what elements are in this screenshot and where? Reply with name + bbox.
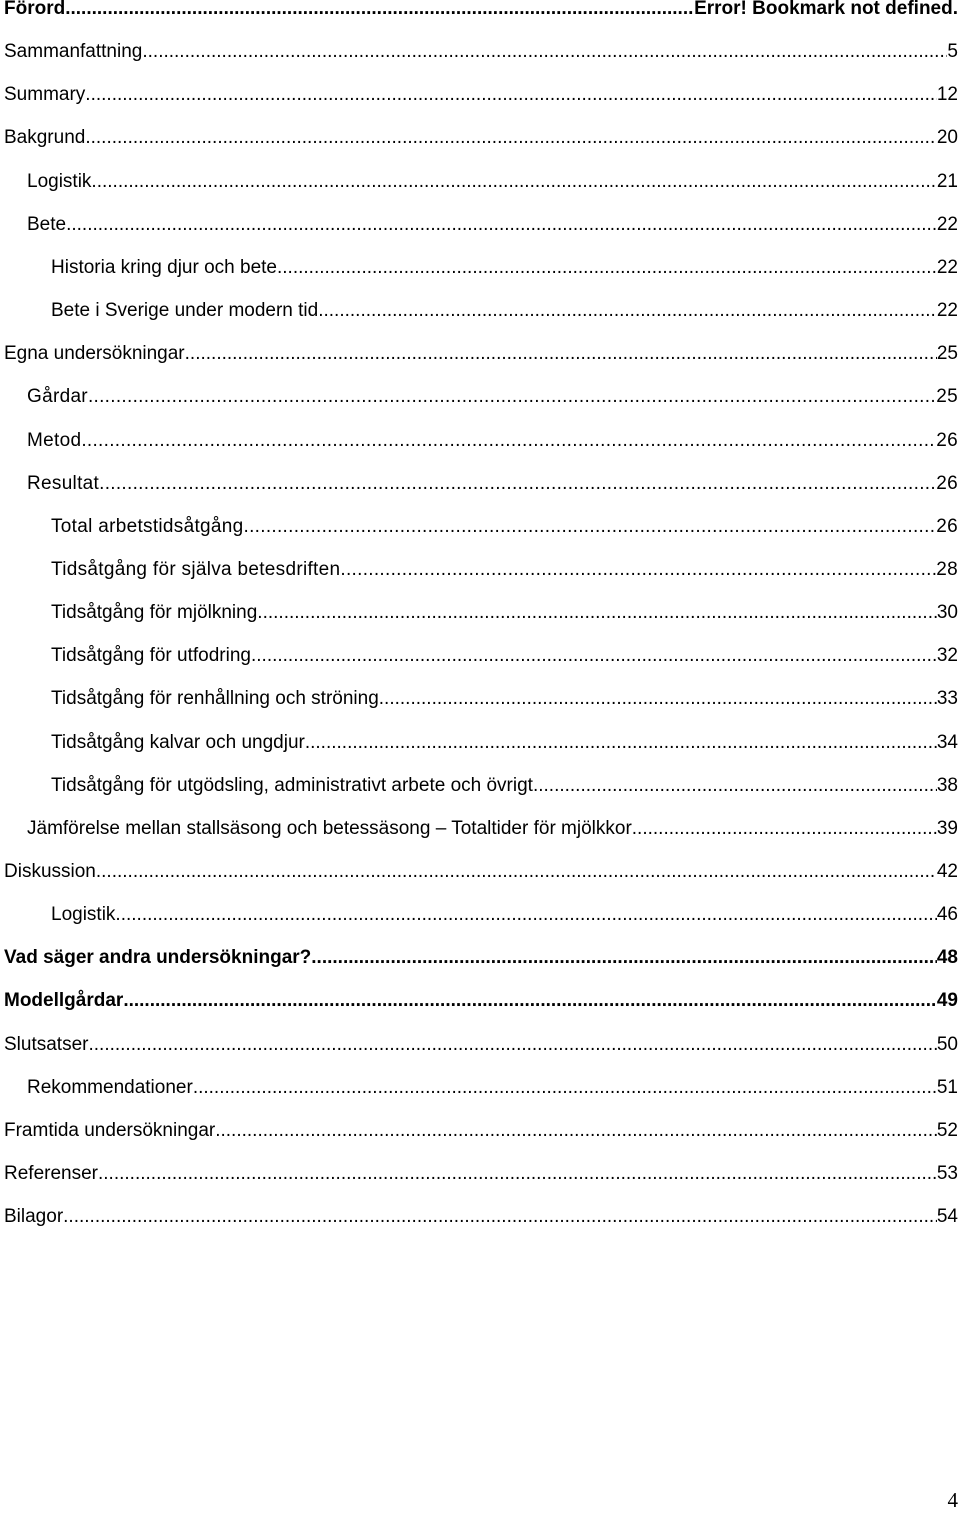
toc-dot-leader <box>193 1077 937 1099</box>
toc-entry-page: 22 <box>936 300 958 322</box>
toc-entry[interactable] <box>4 0 958 20</box>
toc-dot-leader <box>88 386 936 408</box>
toc-entry-page: 26 <box>936 515 958 537</box>
toc-entry-page: 38 <box>936 774 958 796</box>
toc-entry-title: Gårdar <box>27 386 88 408</box>
toc-entry-page: 26 <box>936 429 958 451</box>
toc-entry-title: Tidsåtgång för utgödsling, administrativt arbete och övrigt <box>51 774 533 796</box>
toc-entry[interactable] <box>4 1157 958 1185</box>
toc-entry-page: 12 <box>936 84 958 106</box>
toc-dot-leader <box>85 127 937 149</box>
toc-entry[interactable] <box>51 682 958 710</box>
toc-entry-page: 49 <box>936 990 958 1012</box>
toc-dot-leader <box>185 343 937 365</box>
toc-dot-leader <box>533 775 937 797</box>
toc-entry[interactable] <box>51 898 958 926</box>
toc-entry-page: 20 <box>936 127 958 149</box>
toc-entry[interactable] <box>27 380 958 408</box>
toc-entry-title: Bete i Sverige under modern tid <box>51 300 319 322</box>
toc-entry[interactable] <box>51 294 958 322</box>
toc-entry-title: Total arbetstidsåtgång <box>51 515 244 537</box>
toc-entry[interactable] <box>51 769 958 797</box>
toc-entry-title: Diskussion <box>4 861 96 882</box>
toc-dot-leader <box>98 1163 937 1185</box>
toc-entry-page: 32 <box>936 645 958 667</box>
toc-entry[interactable] <box>4 121 958 149</box>
toc-entry-title: Framtida undersökningar <box>4 1119 216 1141</box>
toc-entry[interactable] <box>27 1071 958 1099</box>
toc-entry-title: Tidsåtgång kalvar och ungdjur <box>51 731 305 753</box>
toc-entry[interactable] <box>4 1200 958 1228</box>
toc-entry[interactable] <box>51 639 958 667</box>
toc-entry-title: Bilagor <box>4 1206 64 1228</box>
toc-entry-page: 25 <box>936 343 958 365</box>
toc-dot-leader <box>142 41 947 63</box>
toc-dot-leader <box>66 214 937 236</box>
toc-entry-page: 28 <box>936 558 958 580</box>
toc-dot-leader <box>244 516 937 538</box>
toc-entry-page: 25 <box>936 386 958 408</box>
toc-entry-page: 39 <box>936 817 958 839</box>
toc-entry-page: Error! Bookmark not defined. <box>694 0 958 19</box>
toc-dot-leader <box>257 602 937 624</box>
toc-entry-page: 54 <box>936 1206 958 1228</box>
toc-entry-title: Egna undersökningar <box>4 343 185 365</box>
toc-entry-title: Tidsåtgång för utfodring <box>51 645 251 667</box>
toc-dot-leader <box>88 1034 936 1056</box>
toc-dot-leader <box>311 947 937 969</box>
toc-entry[interactable] <box>51 596 958 624</box>
toc-dot-leader <box>115 904 936 926</box>
toc-entry-page: 30 <box>936 602 958 624</box>
toc-entry[interactable] <box>51 251 958 279</box>
toc-entry-title: Historia kring djur och bete <box>51 256 277 278</box>
toc-entry[interactable] <box>4 337 958 365</box>
toc-dot-leader <box>215 1120 937 1142</box>
toc-entry-title: Jämförelse mellan stallsäsong och betessäsong – Totaltider för mjölkkor <box>27 817 632 839</box>
toc-entry[interactable] <box>4 941 958 969</box>
toc-entry-page: 21 <box>936 170 958 192</box>
toc-dot-leader <box>91 171 936 193</box>
toc-entry[interactable] <box>4 1114 958 1142</box>
toc-entry-title: Tidsåtgång för renhållning och ströning <box>51 688 379 710</box>
toc-entry-title: Tidsåtgång för själva betesdriften <box>51 558 341 580</box>
toc-entry-title: Resultat <box>27 472 100 494</box>
toc-dot-leader <box>305 732 937 754</box>
toc-entry-page: 53 <box>936 1163 958 1185</box>
toc-dot-leader <box>99 473 936 495</box>
toc-entry-title: Referenser <box>4 1163 98 1185</box>
toc-entry-page: 26 <box>936 472 958 494</box>
toc-entry-page: 5 <box>947 41 958 63</box>
toc-entry[interactable] <box>4 35 958 63</box>
toc-entry[interactable] <box>4 1028 958 1056</box>
toc-entry-title: Logistik <box>51 904 116 926</box>
toc-entry-title: Bakgrund <box>4 127 86 149</box>
toc-entry[interactable] <box>27 208 958 236</box>
toc-entry[interactable] <box>4 855 958 883</box>
toc-entry-title: Bete <box>27 213 67 235</box>
toc-entry[interactable] <box>51 510 958 538</box>
toc-dot-leader <box>632 818 937 840</box>
toc-dot-leader <box>85 84 937 106</box>
toc-entry-title: Rekommendationer <box>27 1076 193 1098</box>
toc-entry-title: Modellgårdar <box>4 990 124 1012</box>
toc-entry-title: Förord <box>4 0 66 19</box>
toc-dot-leader <box>251 645 937 667</box>
toc-entry-page: 51 <box>936 1076 958 1098</box>
toc-dot-leader <box>65 0 694 20</box>
toc-entry[interactable] <box>51 553 958 581</box>
toc-dot-leader <box>379 688 937 710</box>
toc-entry[interactable] <box>27 424 958 452</box>
toc-entry[interactable] <box>27 165 958 193</box>
toc-entry[interactable] <box>51 726 958 754</box>
toc-entry-title: Slutsatser <box>4 1033 89 1055</box>
toc-entry[interactable] <box>4 78 958 106</box>
toc-entry[interactable] <box>27 467 958 495</box>
toc-entry-page: 34 <box>936 731 958 753</box>
toc-entry-page: 22 <box>936 213 958 235</box>
page-number: 4 <box>947 1488 958 1512</box>
toc-entry-page: 48 <box>936 947 958 969</box>
toc-entry-title: Logistik <box>27 170 92 192</box>
toc-entry-page: 22 <box>936 256 958 278</box>
toc-dot-leader <box>340 559 936 581</box>
toc-dot-leader <box>123 990 937 1012</box>
toc-entry-title: Tidsåtgång för mjölkning <box>51 602 258 624</box>
toc-entry[interactable] <box>27 812 958 840</box>
toc-dot-leader <box>277 257 937 279</box>
toc-dot-leader <box>318 300 937 322</box>
toc-dot-leader <box>63 1206 937 1228</box>
toc-entry-page: 52 <box>936 1119 958 1141</box>
toc-entry-page: 33 <box>936 688 958 710</box>
toc-entry-title: Metod <box>27 429 82 451</box>
toc-dot-leader <box>96 861 937 883</box>
toc-entry-title: Summary <box>4 84 86 106</box>
toc-dot-leader <box>81 430 936 452</box>
toc-entry-page: 42 <box>936 861 958 882</box>
toc-entry-title: Sammanfattning <box>4 41 143 63</box>
toc-entry[interactable] <box>4 984 958 1012</box>
toc-entry-page: 46 <box>936 904 958 926</box>
toc-entry-title: Vad säger andra undersökningar? <box>4 947 312 969</box>
toc-entry-page: 50 <box>936 1033 958 1055</box>
